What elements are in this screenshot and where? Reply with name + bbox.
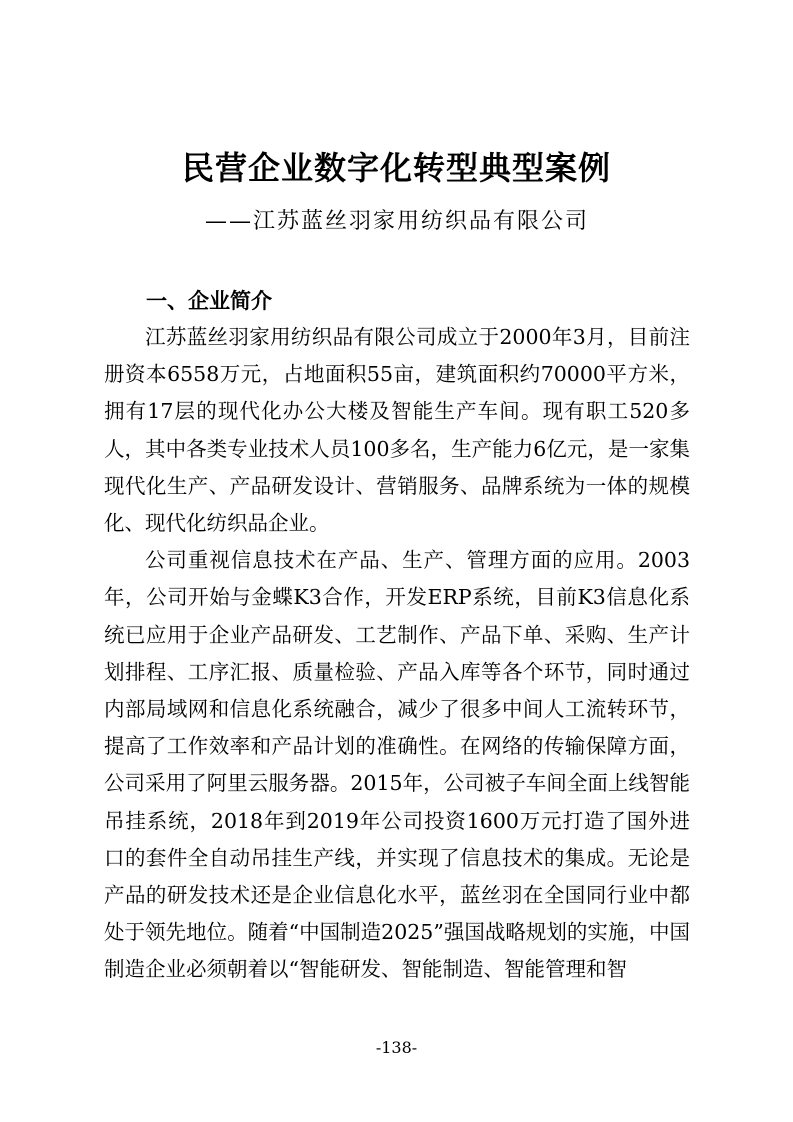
section-heading: 一、企业简介 (146, 289, 272, 313)
page-subtitle: ——江苏蓝丝羽家用纺织品有限公司 (205, 209, 590, 234)
page-title: 民营企业数字化转型典型案例 (181, 149, 611, 187)
paragraph: 江苏蓝丝羽家用纺织品有限公司成立于2000年3月，目前注册资本6558万元，占地面积55亩，建筑面积约70000平方米，拥有17层的现代化办公大楼及智能生产车间。现有职工520多人，其中各类专业技术人员100多名，生产能力6亿元，是一家集现代化生产、产品研发设计、营销服务、品牌系统为一体的规模化、现代化纺织品企业。 (104, 325, 690, 536)
section-body (104, 319, 690, 989)
page-number: -138- (375, 1038, 418, 1057)
paragraph: 公司重视信息技术在产品、生产、管理方面的应用。2003年，公司开始与金蝶K3合作，开发ERP系统，目前K3信息化系统已应用于企业产品研发、工艺制作、产品下单、采购、生产计划排程、工序汇报、质量检验、产品入库等各个环节，同时通过内部局域网和信息化系统融合，减少了很多中间人工流转环节，提高了工作效率和产品计划的准确性。在网络的传输保障方面，公司采用了阿里云服务器。2015年，公司被子车间全面上线智能吊挂系统，2018年到2019年公司投资1600万元打造了国外进口的套件全自动吊挂生产线，并实现了信息技术的集成。无论是产品的研发技术还是企业信息化水平，蓝丝羽在全国同行业中都处于领先地位。随着“中国制造2025”强国战略规划的实施，中国制造企业必须朝着以“智能研发、智能制造、智能管理和智 (104, 548, 690, 982)
